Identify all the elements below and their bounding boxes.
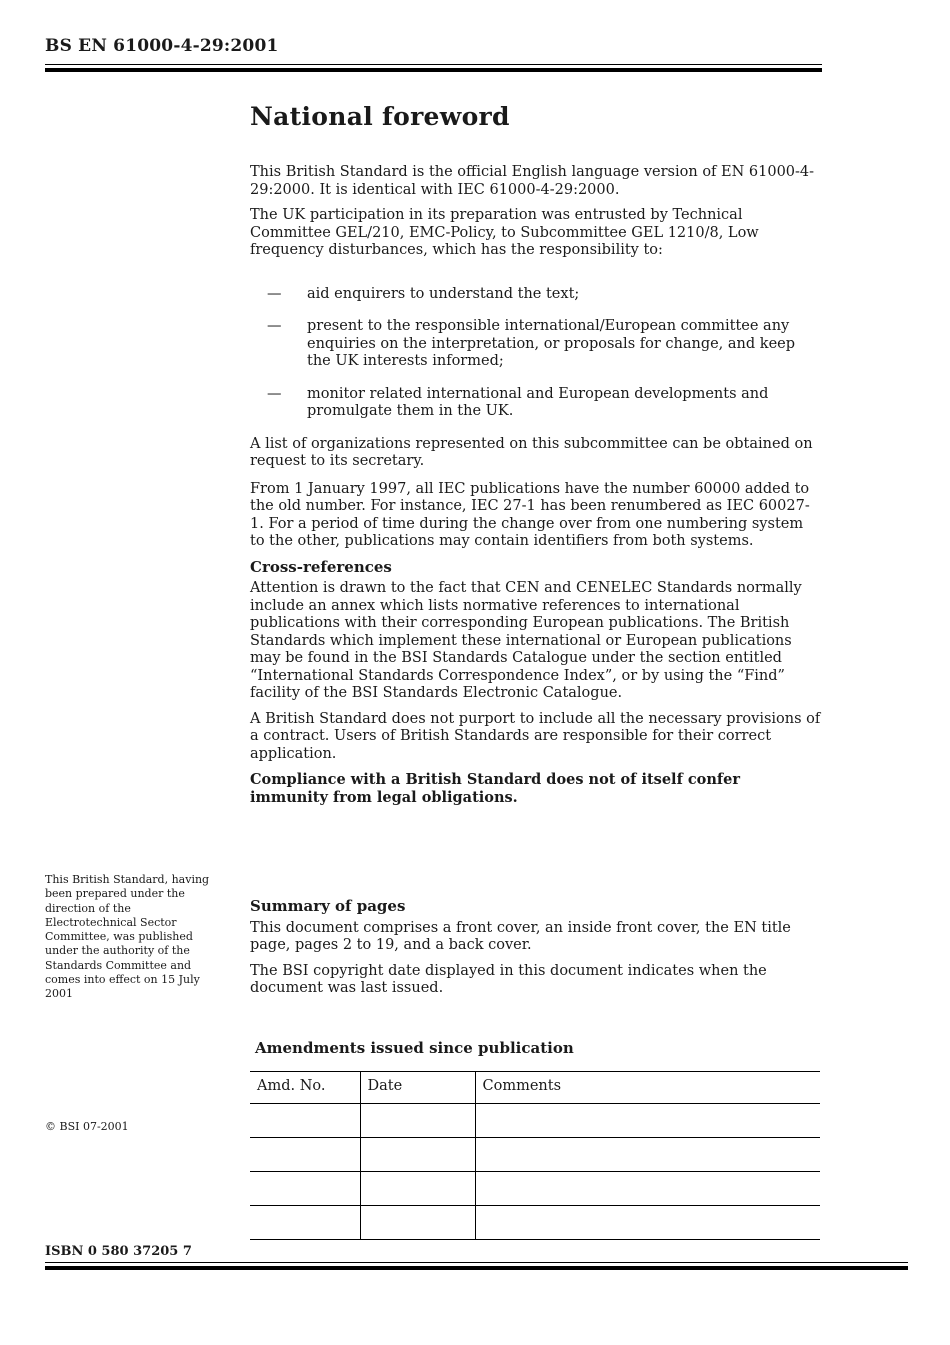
compliance-notice: Compliance with a British Standard does not of itself confer immunity from legal obligations.	[250, 771, 740, 806]
amendments-heading: Amendments issued since publication	[255, 1038, 574, 1057]
foreword-paragraph-4: From 1 January 1997, all IEC publications have the number 60000 added to the old number. For instance, IEC 27-1 has been renumbered as IEC 60027-1. For a period of time during the change over from one numbering system to the other, publications may contain identifiers from both systems.	[250, 480, 810, 549]
table-header-cell-date: Date	[360, 1072, 475, 1104]
list-item-text: monitor related international and European developments and promulgate them in the UK.	[307, 385, 769, 419]
amendments-table	[250, 1071, 820, 1240]
foreword-paragraph-6: A British Standard does not purport to include all the necessary provisions of a contract. Users of British Standards are responsible for their correct application.	[250, 710, 821, 762]
table-cell	[360, 1104, 475, 1138]
table-cell	[360, 1138, 475, 1172]
list-item-text: aid enquirers to understand the text;	[307, 285, 580, 302]
dash-marker: —	[267, 385, 282, 402]
publication-side-note: This British Standard, having been prepared under the direction of the Electrotechnical Sector Committee, was published under the authority of the Standards Committee and comes into effect on 15 July 2001	[45, 873, 210, 1001]
isbn: ISBN 0 580 37205 7	[45, 1244, 192, 1259]
table-header-cell-comments: Comments	[475, 1072, 820, 1104]
table-header-cell-amd-no: Amd. No.	[257, 1078, 326, 1094]
cross-references-paragraph: Attention is drawn to the fact that CEN and CENELEC Standards normally include an annex which lists normative references to international publications with their corresponding European publications. The British Standards which implement these international or European publications may be found in the BSI Standards Catalogue under the section entitled “International Standards Correspondence Index”, or by using the “Find” facility of the BSI Standards Electronic Catalogue.	[250, 580, 802, 701]
main-column	[250, 100, 822, 1240]
table-cell	[250, 1138, 360, 1172]
foreword-paragraph-3: A list of organizations represented on this subcommittee can be obtained on request to its secretary.	[250, 435, 813, 469]
table-cell	[475, 1172, 820, 1206]
foreword-paragraph-2: The UK participation in its preparation was entrusted by Technical Committee GEL/210, EMC-Policy, to Subcommittee GEL 1210/8, Low frequency disturbances, which has the responsibility to:	[250, 207, 759, 258]
table-cell	[250, 1206, 360, 1240]
table-row	[250, 1104, 820, 1138]
summary-paragraph-2: The BSI copyright date displayed in this document indicates when the document was last issued.	[250, 962, 767, 996]
dash-marker: —	[267, 318, 282, 334]
bottom-rule-thick-bar	[45, 1266, 908, 1271]
doc-reference-header: BS EN 61000-4-29:2001	[45, 36, 279, 56]
table-cell	[250, 1172, 360, 1206]
responsibility-list	[250, 286, 822, 421]
bottom-double-rule	[45, 1262, 908, 1270]
summary-of-pages-heading: Summary of pages	[250, 897, 406, 915]
top-double-rule	[45, 64, 822, 72]
table-row	[250, 1172, 820, 1206]
table-cell	[250, 1104, 360, 1138]
table-cell	[360, 1172, 475, 1206]
table-cell	[475, 1138, 820, 1172]
copyright-notice: © BSI 07-2001	[45, 1120, 129, 1133]
list-item	[250, 386, 822, 421]
table-header-row	[250, 1072, 820, 1104]
cross-references-heading: Cross-references	[250, 557, 392, 576]
top-rule-thin-line	[45, 64, 822, 65]
table-cell	[360, 1206, 475, 1240]
list-item-text: present to the responsible international/European committee any enquiries on the interpretation, or proposals for change, and keep the UK interests informed;	[307, 318, 796, 369]
table-row	[250, 1138, 820, 1172]
summary-paragraph-1: This document comprises a front cover, an inside front cover, the EN title page, pages 2 to 19, and a back cover.	[250, 919, 791, 953]
list-item	[250, 318, 822, 371]
page-title: National foreword	[250, 102, 510, 131]
bottom-rule-thin-line	[45, 1262, 908, 1263]
table-cell	[475, 1206, 820, 1240]
foreword-paragraph-1: This British Standard is the official English language version of EN 61000-4-29:2000. It is identical with IEC 61000-4-29:2000.	[250, 164, 815, 198]
top-rule-thick-bar	[45, 68, 822, 73]
table-cell	[475, 1104, 820, 1138]
table-row	[250, 1206, 820, 1240]
list-item	[250, 286, 822, 304]
dash-marker: —	[267, 285, 282, 302]
